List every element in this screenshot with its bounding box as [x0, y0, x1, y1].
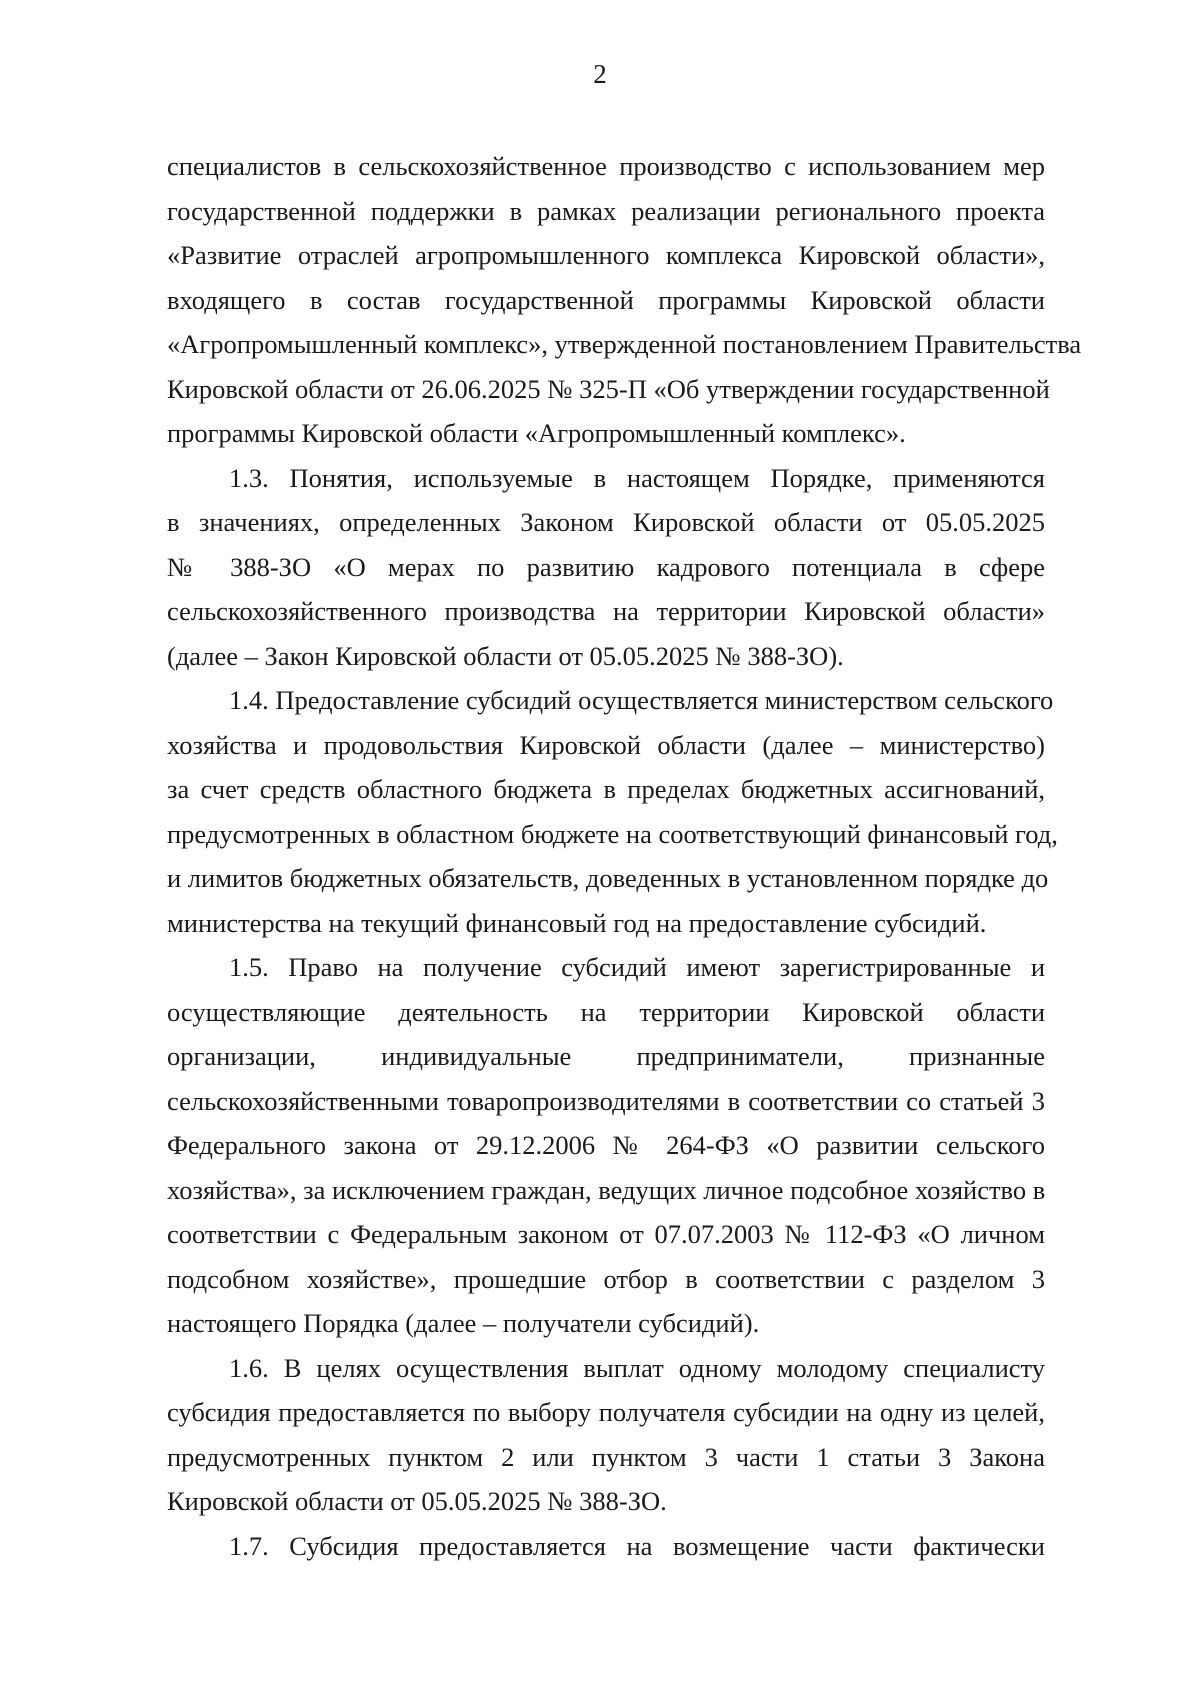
text-line: 1.3. Понятия, используемые в настоящем Порядке, применяются — [229, 462, 1045, 493]
text-line: субсидия предоставляется по выбору получателя субсидии на одну из целей, — [167, 1397, 1045, 1427]
text-line: в значениях, определенных Законом Кировской области от 05.05.2025 — [167, 507, 1045, 537]
text-line: за счет средств областного бюджета в пределах бюджетных ассигнований, — [167, 774, 1045, 804]
document-body — [167, 144, 1082, 1568]
text-line: министерства на текущий финансовый год на предоставление субсидий. — [167, 907, 987, 938]
paragraph-1-5 — [167, 945, 1045, 1346]
text-line: организации, индивидуальные предприниматели, признанные — [167, 1041, 1045, 1071]
page-number: 2 — [593, 59, 607, 89]
text-line: соответствии с Федеральным законом от 07.07.2003 № 112-ФЗ «О личном — [167, 1219, 1045, 1249]
paragraph-continuation — [167, 144, 1082, 456]
text-line: специалистов в сельскохозяйственное производство с использованием мер — [167, 151, 1045, 181]
text-line: сельскохозяйственными товаропроизводителями в соответствии со статьей 3 — [167, 1085, 1045, 1116]
text-line: «Агропромышленный комплекс», утвержденной постановлением Правительства — [167, 329, 1082, 359]
text-line: хозяйства», за исключением граждан, ведущих личное подсобное хозяйство в — [167, 1174, 1046, 1205]
text-line: Кировской области от 05.05.2025 № 388-ЗО. — [167, 1486, 667, 1516]
text-line: (далее – Закон Кировской области от 05.05.2025 № 388-ЗО). — [167, 640, 844, 671]
text-line: предусмотренных в областном бюджете на соответствующий финансовый год, — [167, 818, 1058, 849]
text-line: 1.4. Предоставление субсидий осуществляется министерством сельского — [229, 685, 1054, 715]
paragraph-1-7 — [167, 1524, 1045, 1569]
text-line: настоящего Порядка (далее – получатели субсидий). — [167, 1308, 760, 1338]
paragraph-1-3 — [167, 456, 1045, 679]
text-line: входящего в состав государственной программы Кировской области — [167, 284, 1045, 315]
text-line: Кировской области от 26.06.2025 № 325-П «Об утверждении государственной — [167, 373, 1050, 404]
text-line: государственной поддержки в рамках реализации регионального проекта — [167, 195, 1045, 226]
text-line: хозяйства и продовольствия Кировской области (далее – министерство) — [167, 729, 1045, 760]
text-line: сельскохозяйственного производства на территории Кировской области» — [167, 596, 1045, 626]
text-line: 1.6. В целях осуществления выплат одному молодому специалисту — [229, 1352, 1045, 1383]
paragraph-1-4 — [167, 678, 1058, 945]
text-line: 1.7. Субсидия предоставляется на возмещение части фактически — [229, 1530, 1045, 1561]
text-line: и лимитов бюджетных обязательств, доведенных в установленном порядке до — [167, 863, 1049, 893]
text-line: предусмотренных пунктом 2 или пунктом 3 части 1 статьи 3 Закона — [167, 1441, 1045, 1472]
paragraph-1-6 — [167, 1346, 1045, 1524]
text-line: осуществляющие деятельность на территории Кировской области — [167, 996, 1045, 1027]
text-line: программы Кировской области «Агропромышленный комплекс». — [167, 418, 906, 448]
text-line: № 388-ЗО «О мерах по развитию кадрового потенциала в сфере — [167, 551, 1045, 582]
text-line: 1.5. Право на получение субсидий имеют зарегистрированные и — [229, 952, 1045, 982]
text-line: Федерального закона от 29.12.2006 № 264-ФЗ «О развитии сельского — [167, 1130, 1045, 1160]
text-line: подсобном хозяйстве», прошедшие отбор в соответствии с разделом 3 — [167, 1263, 1045, 1294]
text-line: «Развитие отраслей агропромышленного комплекса Кировской области», — [167, 240, 1045, 270]
